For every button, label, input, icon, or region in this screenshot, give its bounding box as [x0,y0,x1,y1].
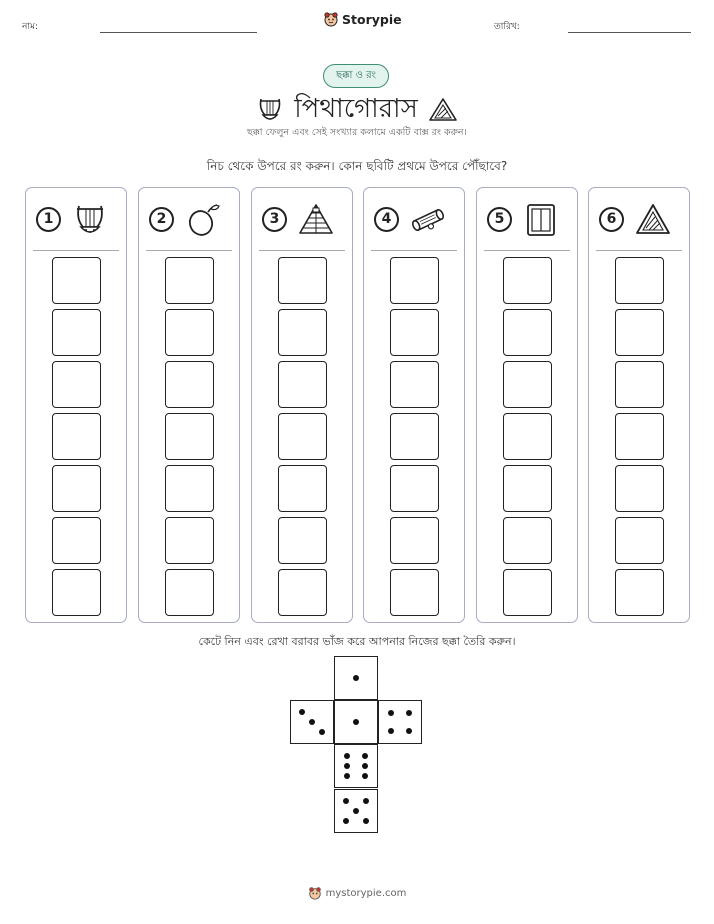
color-box[interactable] [165,465,214,512]
color-box[interactable] [52,413,101,460]
color-box[interactable] [278,257,327,304]
die-face-4 [378,700,422,744]
color-box[interactable] [615,517,664,564]
subtitle: ছক্কা ফেলুন এবং সেই সংখ্যার কলামে একটি বাক্স রং করুন। [247,127,467,138]
color-box[interactable] [52,361,101,408]
brand-logo [323,11,402,27]
triangle-icon [428,97,458,123]
triangle-icon [634,201,672,239]
lyre-icon [71,201,109,239]
column-number: 2 [149,207,174,232]
pyramid-icon [297,201,335,239]
color-box[interactable] [278,361,327,408]
color-box[interactable] [615,569,664,616]
color-box[interactable] [165,361,214,408]
color-box[interactable] [503,257,552,304]
color-box[interactable] [278,569,327,616]
color-box[interactable] [615,465,664,512]
die-face-3 [290,700,334,744]
color-box[interactable] [503,465,552,512]
scroll-icon [409,201,447,239]
name-label: নাম: [22,22,39,32]
color-box[interactable] [52,465,101,512]
color-box[interactable] [278,465,327,512]
color-box[interactable] [615,257,664,304]
color-box[interactable] [503,413,552,460]
box-stack [52,257,101,621]
color-box[interactable] [165,569,214,616]
color-box[interactable] [615,361,664,408]
column-3 [251,187,353,623]
square-icon [522,201,560,239]
cut-instruction: কেটে নিন এবং রেখা বরাবর ভাঁজ করে আপনার নিজের ছক্কা তৈরি করুন। [198,635,516,648]
color-box[interactable] [503,517,552,564]
color-box[interactable] [503,309,552,356]
column-5 [476,187,578,623]
color-box[interactable] [390,569,439,616]
date-label: তারিখ: [494,22,520,32]
date-line[interactable] [568,32,691,33]
color-box[interactable] [52,309,101,356]
color-box[interactable] [165,309,214,356]
color-box[interactable] [390,361,439,408]
die-face-5 [334,789,378,833]
color-box[interactable] [615,413,664,460]
brand-name: Storypie [342,11,402,27]
page-title: পিথাগোরাস [294,94,418,124]
lyre-icon [256,95,284,125]
color-box[interactable] [278,517,327,564]
color-box[interactable] [390,257,439,304]
box-stack [615,257,664,621]
column-2 [138,187,240,623]
storypie-mascot-icon [308,886,322,900]
color-box[interactable] [165,257,214,304]
box-stack [390,257,439,621]
box-stack [503,257,552,621]
color-box[interactable] [278,309,327,356]
column-number: 3 [262,207,287,232]
color-box[interactable] [390,309,439,356]
color-box[interactable] [503,361,552,408]
die-face-6 [334,744,378,788]
footer [0,886,714,900]
color-box[interactable] [52,517,101,564]
box-stack [278,257,327,621]
column-number: 6 [599,207,624,232]
color-box[interactable] [503,569,552,616]
column-number: 4 [374,207,399,232]
column-1 [25,187,127,623]
activity-badge: ছক্কা ও রং [323,64,389,88]
color-box[interactable] [52,257,101,304]
die-face-1 [334,656,378,700]
instruction: নিচ থেকে উপরে রং করুন। কোন ছবিটি প্রথমে উপরে পৌঁছাবে? [206,159,508,173]
column-number: 5 [487,207,512,232]
color-box[interactable] [165,517,214,564]
color-box[interactable] [390,413,439,460]
column-6 [588,187,690,623]
color-box[interactable] [615,309,664,356]
color-box[interactable] [390,517,439,564]
column-number: 1 [36,207,61,232]
color-box[interactable] [52,569,101,616]
column-4 [363,187,465,623]
color-box[interactable] [165,413,214,460]
olive-icon [184,201,222,239]
die-face-1 [334,700,378,744]
name-line[interactable] [100,32,257,33]
storypie-mascot-icon [323,11,339,27]
box-stack [165,257,214,621]
color-box[interactable] [278,413,327,460]
color-box[interactable] [390,465,439,512]
footer-url[interactable]: mystorypie.com [325,887,407,899]
